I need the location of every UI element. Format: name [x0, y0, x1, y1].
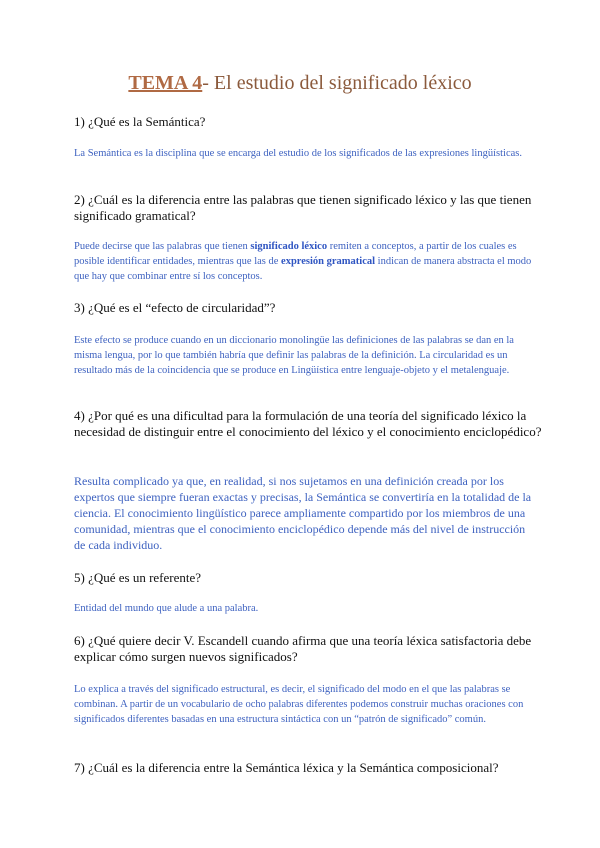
answer-1: La Semántica es la disciplina que se encarga del estudio de los significados de las expresiones lingüísticas.	[74, 148, 522, 159]
question-2: 2) ¿Cuál es la diferencia entre las palabras que tienen significado léxico y las que tienen significado gramatical?	[74, 192, 532, 223]
question-1: 1) ¿Qué es la Semántica?	[74, 114, 206, 129]
answer-4: Resulta complicado ya que, en realidad, si nos sujetamos en una definición creada por los expertos que siempre fueran exactas y precisas, la Semántica se convertiría en la totalidad de la ciencia. El conocimiento lingüístico parece ampliamente compartido por los miembros de una comunidad, mientras que el conocimiento enciclopédico depende más del nivel de instrucción de cada individuo.	[74, 474, 532, 552]
answer-5: Entidad del mundo que alude a una palabra.	[74, 603, 259, 614]
term-expresion-gramatical: expresión gramatical	[281, 256, 376, 267]
answer-6: Lo explica a través del significado estructural, es decir, el significado del modo en el que las palabras se combinan. A partir de un vocabulario de ocho palabras diferentes podemos construir muchas oraciones con significados diferentes basadas en una estructura sintáctica con un “patrón de significado” común.	[74, 684, 524, 725]
question-5: 5) ¿Qué es un referente?	[74, 570, 202, 585]
question-7: 7) ¿Cuál es la diferencia entre la Semántica léxica y la Semántica composicional?	[74, 760, 499, 775]
question-3: 3) ¿Qué es el “efecto de circularidad”?	[74, 300, 276, 315]
term-significado-lexico: significado léxico	[250, 241, 328, 252]
question-6: 6) ¿Qué quiere decir V. Escandell cuando afirma que una teoría léxica satisfactoria debe explicar cómo surgen nuevos significados?	[74, 633, 532, 664]
page-title	[0, 72, 600, 95]
answer-3: Este efecto se produce cuando en un diccionario monolingüe las definiciones de las palabras se dan en la misma lengua, por lo que también habría que definir las palabras de la definición. La circularidad es un resultado más de la coincidencia que se produce en Lingüística entre lenguaje-objeto y el metalenguaje.	[74, 335, 514, 376]
title-topic-number: TEMA 4	[128, 72, 203, 94]
question-4: 4) ¿Por qué es una dificultad para la formulación de una teoría del significado léxico la necesidad de distinguir entre el conocimiento del léxico y el conocimiento enciclopédico?	[74, 408, 542, 439]
answer-2: Puede decirse que las palabras que tienen significado léxico remiten a conceptos, a partir de los cuales es posible identificar entidades, mientras que las de expresión gramatical indican de manera abstracta el modo que hay que combinar entre sí los conceptos.	[74, 241, 532, 282]
title-text: - El estudio del significado léxico	[202, 72, 472, 94]
